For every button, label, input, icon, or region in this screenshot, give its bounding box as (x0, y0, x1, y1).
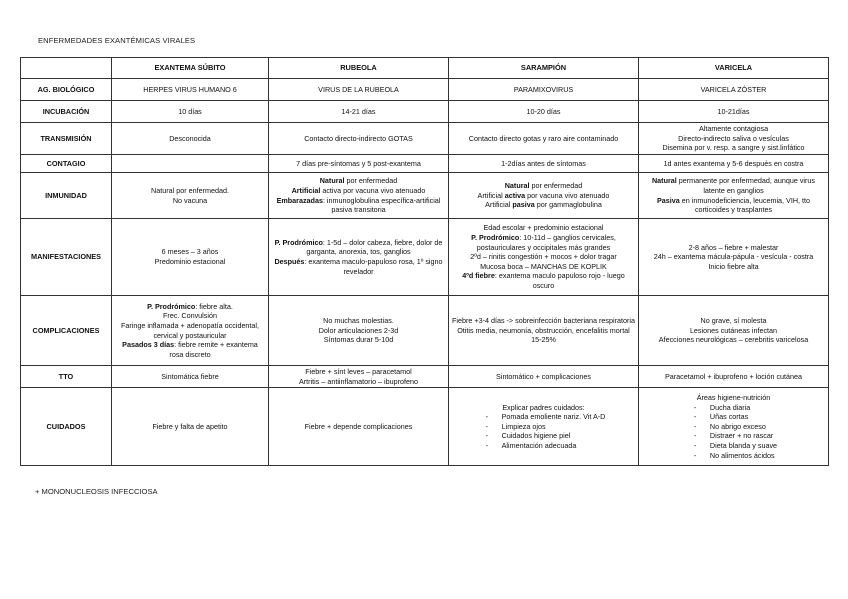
cell-line: Mucosa boca – MANCHAS DE KOPLIK (480, 261, 607, 271)
diseases-table (20, 57, 829, 466)
cell: Contacto directo gotas y raro aire contaminado (449, 123, 639, 155)
row-label: CUIDADOS (21, 388, 112, 466)
cell (112, 219, 269, 296)
list-item: - Cuidados higiene piel (482, 431, 606, 441)
cell: Desconocida (112, 123, 269, 155)
care-list-title: Explicar padres cuidados: (502, 402, 585, 412)
bold-term: P. Prodrómico (274, 237, 323, 247)
cell-line: Artritis – antiinflamatorio – ibuprofeno (298, 376, 419, 386)
cell (449, 173, 639, 219)
list-item: - No abrigo exceso (690, 422, 777, 432)
list-item: - Distraer + no rascar (690, 431, 777, 441)
cell-line (452, 271, 635, 290)
cell: PARAMIXOVIRUS (449, 79, 639, 101)
cell-line: Fiebre + sínt leves – paracetamol (305, 367, 412, 376)
cell-line (272, 238, 445, 257)
cell: Sintomático + complicaciones (449, 366, 639, 388)
row-label: COMPLICACIONES (21, 296, 112, 366)
cell-text: Artificial (477, 190, 505, 200)
list-item: - Uñas cortas (690, 412, 777, 422)
cell-line: No grave, sí molesta (700, 316, 767, 326)
cell (449, 219, 639, 296)
care-list (690, 403, 777, 461)
cell-text: por enfermedad (344, 176, 398, 186)
list-item: - No alimentos ácidos (690, 451, 777, 461)
cell-line: Lesiones cutáneas infectan (689, 325, 778, 335)
row-ag-biologico (21, 79, 829, 101)
cell-text: : fiebre alta. (195, 301, 233, 311)
cell-line: Directo-indirecto saliva o vesículas (678, 133, 789, 143)
bold-term: Artificial (291, 185, 321, 195)
bold-term: Natural (504, 181, 530, 191)
document-title: ENFERMEDADES EXANTÉMICAS VIRALES (38, 36, 196, 45)
header-row (21, 58, 829, 79)
bold-term: Embarazadas (276, 195, 323, 205)
cell-text: permanente por enfermedad, aunque virus latente en ganglios (676, 176, 815, 195)
cell-line (115, 302, 265, 312)
header-exantema-subito: EXANTEMA SÚBITO (112, 58, 269, 79)
header-varicela: VARICELA (639, 58, 829, 79)
row-label: INCUBACIÓN (21, 101, 112, 123)
bold-term: Natural (651, 176, 677, 186)
bold-term: 4ºd fiebre (462, 271, 495, 281)
row-label: TTO (21, 366, 112, 388)
cell-text: por vacuna vivo atenuado (525, 190, 610, 200)
cell-line: No muchas molestias. (323, 316, 394, 326)
cell: 1-2días antes de síntomas (449, 155, 639, 173)
cell-line (272, 257, 445, 276)
cell-line: 2-8 años – fiebre + malestar (688, 242, 779, 252)
cell: VIRUS DE LA RUBEOLA (269, 79, 449, 101)
care-list-title: Áreas higiene-nutrición (696, 393, 771, 403)
cell-line: Faringe inflamada + adenopatía occidental, cervical y postauricular (120, 320, 260, 340)
cell-text: : 1-5d – dolor cabeza, fiebre, dolor de garganta, anorexia, tos, ganglios (306, 237, 443, 257)
bold-term: Después (274, 257, 305, 266)
cell-text: Artificial (485, 200, 513, 210)
cell-line: 6 meses – 3 años (161, 247, 219, 257)
list-item: - Ducha diaria (690, 403, 777, 413)
bold-term: P. Prodrómico (471, 233, 520, 243)
cell (269, 173, 449, 219)
cell-line (272, 196, 445, 215)
row-label: MANIFESTACIONES (21, 219, 112, 296)
cell (639, 123, 829, 155)
cell-text: activa por vacuna vivo atenuado (320, 185, 426, 195)
row-transmision (21, 123, 829, 155)
cell-line (452, 181, 635, 191)
row-inmunidad (21, 173, 829, 219)
bold-term: Pasados 3 días (122, 340, 175, 350)
cell-line: Otitis media, neumonía, obstrucción, encefalitis mortal 15-25% (457, 325, 630, 345)
cell-line (452, 233, 635, 252)
cell-line: Síntomas durar 5-10d (323, 335, 394, 345)
cell (639, 173, 829, 219)
cell: VARICELA ZÓSTER (639, 79, 829, 101)
cell-text: : 10-11d – ganglios cervicales, postauriculares y occipitales más grandes (476, 233, 616, 252)
row-cuidados (21, 388, 829, 466)
cell-line: Predominio estacional (154, 257, 226, 266)
cell-line: Dolor articulaciones 2-3d (318, 325, 399, 335)
cell: 7 días pre-síntomas y 5 post-exantema (269, 155, 449, 173)
cell (112, 155, 269, 173)
cell (449, 296, 639, 366)
footer-note: + MONONUCLEOSIS INFECCIOSA (35, 487, 158, 496)
cell (639, 388, 829, 466)
cell-text: : exantema maculo papuloso rojo - luego oscuro (494, 271, 625, 290)
cell: Sintomática fiebre (112, 366, 269, 388)
cell-text: en inmunodeficiencia, leucemia, VIH, tto corticoides y trasplantes (679, 195, 811, 215)
cell-line (642, 196, 825, 215)
cell (269, 366, 449, 388)
care-list (482, 412, 606, 450)
row-manifestaciones (21, 219, 829, 296)
cell: 10-21días (639, 101, 829, 123)
cell: Contacto directo-indirecto GOTAS (269, 123, 449, 155)
bold-term: Natural (319, 176, 345, 186)
row-label: CONTAGIO (21, 155, 112, 173)
cell-line: Altamente contagiosa (698, 124, 769, 134)
cell-line: 24h – exantema mácula-pápula - vesícula - costra (653, 252, 814, 262)
list-item: - Alimentación adecuada (482, 441, 606, 451)
cell-line (115, 340, 265, 359)
row-contagio (21, 155, 829, 173)
row-tto (21, 366, 829, 388)
row-incubacion (21, 101, 829, 123)
list-item: - Pomada emoliente nariz. Vit A-D (482, 412, 606, 422)
bold-term: activa (504, 190, 526, 200)
cell-line: No vacuna (172, 195, 208, 205)
cell: 14-21 días (269, 101, 449, 123)
cell (639, 296, 829, 366)
cell: Fiebre + depende complicaciones (269, 388, 449, 466)
row-label: AG. BIOLÓGICO (21, 79, 112, 101)
cell-line (272, 176, 445, 186)
cell-line: Frec. Convulsión (163, 311, 217, 321)
row-label: INMUNIDAD (21, 173, 112, 219)
cell-line: Disemina por v. resp. a sangre y sist.linfático (662, 143, 805, 153)
cell-line (452, 191, 635, 201)
cell: 10 días (112, 101, 269, 123)
list-item: - Dieta blanda y suave (690, 441, 777, 451)
cell-line: Afecciones neurológicas – cerebritis varicelosa (658, 335, 809, 345)
cell-line: Edad escolar + predominio estacional (483, 223, 604, 233)
cell: HERPES VIRUS HUMANO 6 (112, 79, 269, 101)
cell (112, 173, 269, 219)
cell-text: : inmunoglobulina específica-artificial pasiva transitoria (322, 195, 441, 215)
list-item: - Limpieza ojos (482, 422, 606, 432)
header-corner (21, 58, 112, 79)
cell-line: 2ºd – rinitis congestión + mocos + dolor tragar (470, 252, 617, 262)
cell-line (642, 176, 825, 195)
row-label: TRANSMISIÓN (21, 123, 112, 155)
cell-line: Inicio fiebre alta (708, 261, 759, 271)
cell (449, 388, 639, 466)
bold-term: P. Prodrómico (147, 301, 196, 311)
cell (112, 296, 269, 366)
cell (269, 296, 449, 366)
bold-term: Pasiva (656, 195, 680, 205)
cell-text: por enfermedad (529, 181, 583, 191)
cell (639, 219, 829, 296)
header-sarampion: SARAMPIÓN (449, 58, 639, 79)
bold-term: pasiva (512, 200, 535, 210)
cell: Paracetamol + ibuprofeno + loción cutánea (639, 366, 829, 388)
cell-text: : exantema maculo-papuloso rosa, 1º signo revelador (304, 257, 443, 276)
header-rubeola: RUBEOLA (269, 58, 449, 79)
cell: Fiebre y falta de apetito (112, 388, 269, 466)
cell-line: Fiebre +3-4 días -> sobreinfección bacteriana respiratoria (452, 316, 635, 326)
cell-line: Natural por enfermedad. (151, 185, 229, 195)
cell-text: por gammaglobulina (534, 200, 602, 210)
cell-line (272, 186, 445, 196)
row-complicaciones (21, 296, 829, 366)
cell-line (452, 200, 635, 210)
cell: 10-20 días (449, 101, 639, 123)
cell (269, 219, 449, 296)
cell-text: : fiebre remite + exantema rosa discreto (169, 340, 258, 359)
cell: 1d antes exantema y 5-6 después en costra (639, 155, 829, 173)
